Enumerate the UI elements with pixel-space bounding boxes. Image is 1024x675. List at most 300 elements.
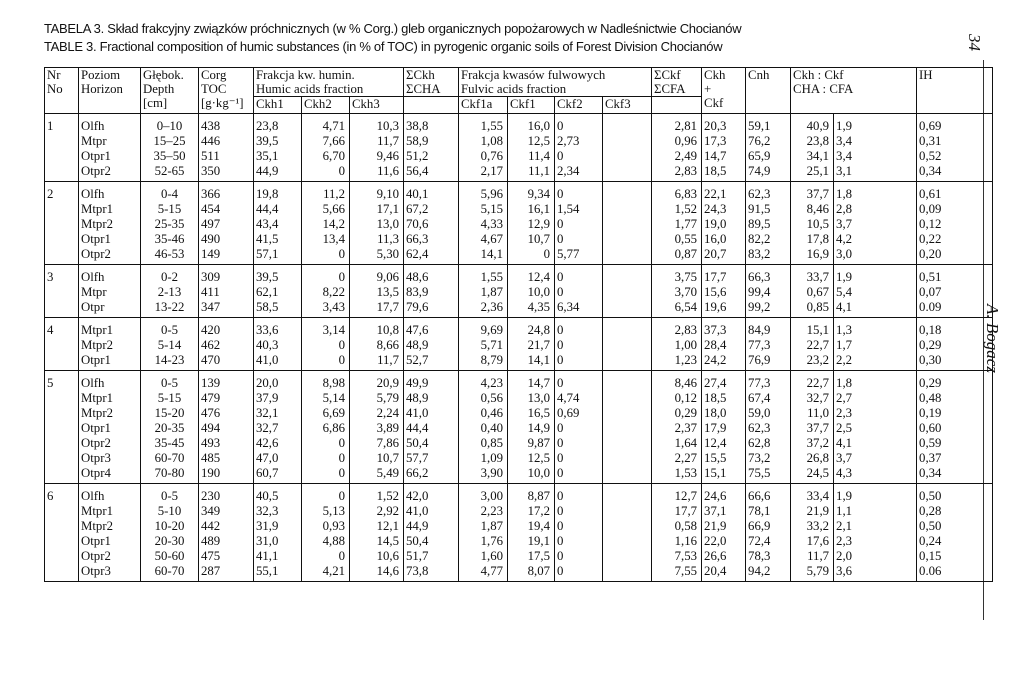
table-cell: 0,87 bbox=[652, 247, 702, 265]
table-cell: 0 bbox=[302, 164, 350, 182]
humic-fractions-table bbox=[44, 67, 993, 582]
profile-number-cell: 1 bbox=[45, 114, 79, 135]
table-cell: 23,8 bbox=[791, 134, 834, 149]
table-cell bbox=[603, 232, 652, 247]
table-cell: 28,4 bbox=[702, 338, 746, 353]
table-cell: 309 bbox=[199, 265, 254, 286]
table-cell: 62,1 bbox=[254, 285, 302, 300]
table-cell: 70,6 bbox=[404, 217, 459, 232]
table-cell: 39,5 bbox=[254, 265, 302, 286]
table-cell: 0 bbox=[555, 436, 603, 451]
table-cell: 0,20 bbox=[917, 247, 993, 265]
table-cell: Mtpr1 bbox=[79, 391, 141, 406]
table-cell: 62,4 bbox=[404, 247, 459, 265]
table-cell: 6,69 bbox=[302, 406, 350, 421]
table-cell: 470 bbox=[199, 353, 254, 371]
table-cell: 5,71 bbox=[459, 338, 508, 353]
profile-number-cell bbox=[45, 391, 79, 406]
table-cell: 22,7 bbox=[791, 371, 834, 392]
table-cell: 0,29 bbox=[917, 371, 993, 392]
table-cell: Otpr3 bbox=[79, 564, 141, 582]
table-cell: 21,7 bbox=[508, 338, 555, 353]
table-row bbox=[45, 149, 993, 164]
table-row bbox=[45, 406, 993, 421]
table-cell: 0,76 bbox=[459, 149, 508, 164]
table-cell: 24,3 bbox=[702, 202, 746, 217]
table-cell: 11,0 bbox=[791, 406, 834, 421]
table-cell: 0 bbox=[555, 285, 603, 300]
table-cell: 13,0 bbox=[508, 391, 555, 406]
table-cell: 454 bbox=[199, 202, 254, 217]
table-cell: 42,0 bbox=[404, 484, 459, 505]
table-cell: 8,46 bbox=[652, 371, 702, 392]
header-ckh3: Ckh3 bbox=[350, 97, 404, 114]
table-cell: 347 bbox=[199, 300, 254, 318]
header-nr: Nr No bbox=[45, 68, 79, 114]
table-cell: 4,23 bbox=[459, 371, 508, 392]
table-cell: 94,2 bbox=[746, 564, 791, 582]
table-cell: 13,0 bbox=[350, 217, 404, 232]
table-cell: 1,7 bbox=[834, 338, 917, 353]
table-cell: Olfh bbox=[79, 265, 141, 286]
table-cell: 38,8 bbox=[404, 114, 459, 135]
table-cell: 476 bbox=[199, 406, 254, 421]
table-cell: 76,2 bbox=[746, 134, 791, 149]
table-cell: 8,98 bbox=[302, 371, 350, 392]
table-cell bbox=[603, 247, 652, 265]
table-cell: 24,8 bbox=[508, 318, 555, 339]
table-cell: 76,9 bbox=[746, 353, 791, 371]
header-ckf1a: Ckf1a bbox=[459, 97, 508, 114]
header-toc: Corg TOC [g·kg⁻¹] bbox=[199, 68, 254, 114]
header-horizon: Poziom Horizon bbox=[79, 68, 141, 114]
table-cell: 73,8 bbox=[404, 564, 459, 582]
table-cell: 2,5 bbox=[834, 421, 917, 436]
table-cell: 0,12 bbox=[652, 391, 702, 406]
table-cell: Mtpr1 bbox=[79, 318, 141, 339]
table-cell: 479 bbox=[199, 391, 254, 406]
table-cell: 17,1 bbox=[350, 202, 404, 217]
table-cell: 17,8 bbox=[791, 232, 834, 247]
table-cell: 17,2 bbox=[508, 504, 555, 519]
table-cell: 1,54 bbox=[555, 202, 603, 217]
table-cell: 58,9 bbox=[404, 134, 459, 149]
table-cell: 40,1 bbox=[404, 182, 459, 203]
table-cell: 22,7 bbox=[791, 338, 834, 353]
caption-polish: TABELA 3. Skład frakcyjny związków próchnicznych (w % Corg.) gleb organicznych popożarowych w Nadleśnictwie Chocianów bbox=[44, 21, 742, 36]
table-body bbox=[45, 114, 993, 582]
table-cell: 77,3 bbox=[746, 371, 791, 392]
table-cell: 1,53 bbox=[652, 466, 702, 484]
table-cell bbox=[603, 391, 652, 406]
table-cell: 27,4 bbox=[702, 371, 746, 392]
header-ckh1: Ckh1 bbox=[254, 97, 302, 114]
table-cell bbox=[603, 149, 652, 164]
table-cell: Otpr4 bbox=[79, 466, 141, 484]
table-cell: 33,6 bbox=[254, 318, 302, 339]
profile-number-cell: 5 bbox=[45, 371, 79, 392]
table-cell: 4,2 bbox=[834, 232, 917, 247]
table-cell: 0 bbox=[555, 353, 603, 371]
table-cell: 51,7 bbox=[404, 549, 459, 564]
table-cell: Otpr2 bbox=[79, 247, 141, 265]
table-cell: 32,7 bbox=[791, 391, 834, 406]
table-cell: 15-20 bbox=[141, 406, 199, 421]
profile-number-cell bbox=[45, 466, 79, 484]
table-row bbox=[45, 134, 993, 149]
table-row bbox=[45, 285, 993, 300]
table-cell: 23,2 bbox=[791, 353, 834, 371]
table-cell bbox=[603, 265, 652, 286]
table-row bbox=[45, 436, 993, 451]
table-cell: 10-20 bbox=[141, 519, 199, 534]
header-sum-cha: ΣCkh ΣCHA bbox=[404, 68, 459, 97]
table-cell: 1,3 bbox=[834, 318, 917, 339]
table-cell: 0 bbox=[555, 232, 603, 247]
table-cell: 11,2 bbox=[302, 182, 350, 203]
table-cell: 14,2 bbox=[302, 217, 350, 232]
table-cell: 0,55 bbox=[652, 232, 702, 247]
table-cell: 0 bbox=[555, 519, 603, 534]
table-cell: 1,09 bbox=[459, 451, 508, 466]
table-cell: 411 bbox=[199, 285, 254, 300]
table-cell: 73,2 bbox=[746, 451, 791, 466]
table-cell: 14,5 bbox=[350, 534, 404, 549]
table-cell: 0,50 bbox=[917, 519, 993, 534]
table-cell: 20,0 bbox=[254, 371, 302, 392]
table-cell: 48,9 bbox=[404, 338, 459, 353]
table-cell: 438 bbox=[199, 114, 254, 135]
table-cell: 3,14 bbox=[302, 318, 350, 339]
table-cell bbox=[603, 182, 652, 203]
table-cell bbox=[603, 421, 652, 436]
profile-number-cell bbox=[45, 406, 79, 421]
table-cell: 0-4 bbox=[141, 182, 199, 203]
table-cell: 1,55 bbox=[459, 114, 508, 135]
table-cell: Mtpr2 bbox=[79, 338, 141, 353]
table-row bbox=[45, 338, 993, 353]
table-cell: 62,3 bbox=[746, 182, 791, 203]
table-cell: 0,60 bbox=[917, 421, 993, 436]
table-cell bbox=[603, 371, 652, 392]
table-cell: 1,64 bbox=[652, 436, 702, 451]
table-cell: 20,3 bbox=[702, 114, 746, 135]
profile-number-cell bbox=[45, 549, 79, 564]
table-cell: 39,5 bbox=[254, 134, 302, 149]
table-cell: 26,6 bbox=[702, 549, 746, 564]
table-cell: 0-5 bbox=[141, 484, 199, 505]
header-ckf1: Ckf1 bbox=[508, 97, 555, 114]
profile-number-cell bbox=[45, 519, 79, 534]
table-cell: 66,2 bbox=[404, 466, 459, 484]
table-cell: 0 bbox=[302, 549, 350, 564]
table-cell: 14,1 bbox=[508, 353, 555, 371]
table-cell: 6,54 bbox=[652, 300, 702, 318]
table-cell: 13,4 bbox=[302, 232, 350, 247]
table-cell: 493 bbox=[199, 436, 254, 451]
table-cell: 0-2 bbox=[141, 265, 199, 286]
table-cell: 24,2 bbox=[702, 353, 746, 371]
table-cell: 52,7 bbox=[404, 353, 459, 371]
table-cell: 489 bbox=[199, 534, 254, 549]
table-cell: 10,7 bbox=[508, 232, 555, 247]
table-cell: 15–25 bbox=[141, 134, 199, 149]
table-cell: 47,6 bbox=[404, 318, 459, 339]
table-cell: 2,17 bbox=[459, 164, 508, 182]
table-cell: 14,1 bbox=[459, 247, 508, 265]
table-cell: 31,0 bbox=[254, 534, 302, 549]
table-cell: 0 bbox=[555, 564, 603, 582]
table-cell: 366 bbox=[199, 182, 254, 203]
table-cell: 8,22 bbox=[302, 285, 350, 300]
table-cell: 0,96 bbox=[652, 134, 702, 149]
table-cell: 89,5 bbox=[746, 217, 791, 232]
table-cell: 0 bbox=[555, 114, 603, 135]
table-cell: 0,28 bbox=[917, 504, 993, 519]
profile-number-cell: 3 bbox=[45, 265, 79, 286]
table-cell: 13,5 bbox=[350, 285, 404, 300]
table-cell: 5,79 bbox=[791, 564, 834, 582]
table-row bbox=[45, 391, 993, 406]
table-cell: 0.09 bbox=[917, 300, 993, 318]
table-cell: 2,36 bbox=[459, 300, 508, 318]
table-cell: 1,8 bbox=[834, 371, 917, 392]
table-cell: 67,2 bbox=[404, 202, 459, 217]
table-cell: 0.06 bbox=[917, 564, 993, 582]
table-cell: 16,9 bbox=[791, 247, 834, 265]
table-cell: 55,1 bbox=[254, 564, 302, 582]
table-cell: 14,6 bbox=[350, 564, 404, 582]
table-row bbox=[45, 484, 993, 505]
table-cell: 37,1 bbox=[702, 504, 746, 519]
table-cell: 22,1 bbox=[702, 182, 746, 203]
table-cell: 446 bbox=[199, 134, 254, 149]
table-cell: 58,5 bbox=[254, 300, 302, 318]
table-cell bbox=[603, 114, 652, 135]
table-cell: 51,2 bbox=[404, 149, 459, 164]
table-cell: 6,70 bbox=[302, 149, 350, 164]
header-ckf2: Ckf2 bbox=[555, 97, 603, 114]
table-cell: Mtpr2 bbox=[79, 217, 141, 232]
table-cell: 462 bbox=[199, 338, 254, 353]
table-cell: 0 bbox=[555, 318, 603, 339]
table-cell: Mtpr bbox=[79, 285, 141, 300]
table-cell: 5-14 bbox=[141, 338, 199, 353]
table-cell: 35-46 bbox=[141, 232, 199, 247]
table-cell: 62,8 bbox=[746, 436, 791, 451]
profile-number-cell bbox=[45, 564, 79, 582]
table-cell: 48,6 bbox=[404, 265, 459, 286]
table-cell: 16,0 bbox=[702, 232, 746, 247]
table-cell: 75,5 bbox=[746, 466, 791, 484]
table-cell: 0,69 bbox=[555, 406, 603, 421]
table-cell: 4,1 bbox=[834, 300, 917, 318]
table-cell: 0 bbox=[555, 338, 603, 353]
table-cell: 3,00 bbox=[459, 484, 508, 505]
table-cell: 2-13 bbox=[141, 285, 199, 300]
table-cell: Otpr bbox=[79, 300, 141, 318]
table-cell: 17,3 bbox=[702, 134, 746, 149]
header-sum-cfa: ΣCkf ΣCFA bbox=[652, 68, 702, 97]
table-cell: 12,4 bbox=[508, 265, 555, 286]
table-cell: 17,7 bbox=[652, 504, 702, 519]
table-cell: 60,7 bbox=[254, 466, 302, 484]
table-cell: 66,3 bbox=[746, 265, 791, 286]
table-cell: 21,9 bbox=[791, 504, 834, 519]
header-cnh: Cnh bbox=[746, 68, 791, 114]
table-cell: 44,9 bbox=[254, 164, 302, 182]
table-cell: 44,4 bbox=[254, 202, 302, 217]
table-cell: 79,6 bbox=[404, 300, 459, 318]
table-cell: 0 bbox=[555, 451, 603, 466]
table-cell bbox=[603, 164, 652, 182]
profile-number-cell bbox=[45, 247, 79, 265]
table-cell: 48,9 bbox=[404, 391, 459, 406]
table-row bbox=[45, 232, 993, 247]
table-cell: 15,5 bbox=[702, 451, 746, 466]
table-cell: 33,4 bbox=[791, 484, 834, 505]
table-row bbox=[45, 451, 993, 466]
table-cell: 1,60 bbox=[459, 549, 508, 564]
table-cell: 0 bbox=[555, 421, 603, 436]
table-cell: 3,4 bbox=[834, 134, 917, 149]
table-row bbox=[45, 353, 993, 371]
table-cell: 0,30 bbox=[917, 353, 993, 371]
table-cell: 0 bbox=[555, 549, 603, 564]
table-cell: 1,9 bbox=[834, 265, 917, 286]
table-cell: 35,1 bbox=[254, 149, 302, 164]
table-cell bbox=[603, 217, 652, 232]
profile-number-cell: 6 bbox=[45, 484, 79, 505]
table-cell: 0-5 bbox=[141, 318, 199, 339]
profile-number-cell: 2 bbox=[45, 182, 79, 203]
table-cell: 497 bbox=[199, 217, 254, 232]
table-cell: Otpr2 bbox=[79, 436, 141, 451]
table-cell: 4,35 bbox=[508, 300, 555, 318]
table-cell: 6,34 bbox=[555, 300, 603, 318]
table-cell: 1,9 bbox=[834, 114, 917, 135]
table-cell: 6,86 bbox=[302, 421, 350, 436]
table-cell: 23,8 bbox=[254, 114, 302, 135]
table-cell: 25,1 bbox=[791, 164, 834, 182]
table-cell: 12,4 bbox=[702, 436, 746, 451]
table-cell: 41,5 bbox=[254, 232, 302, 247]
table-cell: 349 bbox=[199, 504, 254, 519]
table-cell: 3,0 bbox=[834, 247, 917, 265]
table-cell: 78,1 bbox=[746, 504, 791, 519]
table-cell: 17,6 bbox=[791, 534, 834, 549]
table-cell: 14-23 bbox=[141, 353, 199, 371]
table-cell bbox=[603, 353, 652, 371]
table-cell: Otpr1 bbox=[79, 353, 141, 371]
profile-number-cell bbox=[45, 232, 79, 247]
table-cell: 0,51 bbox=[917, 265, 993, 286]
table-cell: 41,0 bbox=[404, 504, 459, 519]
profile-number-cell bbox=[45, 534, 79, 549]
table-cell: 22,0 bbox=[702, 534, 746, 549]
table-cell: 4,74 bbox=[555, 391, 603, 406]
table-cell: 11,1 bbox=[508, 164, 555, 182]
table-cell: 2,83 bbox=[652, 318, 702, 339]
table-cell: 50-60 bbox=[141, 549, 199, 564]
header-sum-cfa-blank bbox=[652, 97, 702, 114]
table-cell: 0,29 bbox=[917, 338, 993, 353]
table-cell bbox=[603, 519, 652, 534]
table-cell: 0,48 bbox=[917, 391, 993, 406]
table-row bbox=[45, 504, 993, 519]
table-row bbox=[45, 265, 993, 286]
table-cell: 10,0 bbox=[508, 466, 555, 484]
table-cell bbox=[603, 134, 652, 149]
table-cell: 2,27 bbox=[652, 451, 702, 466]
table-cell: 1,55 bbox=[459, 265, 508, 286]
table-cell: 65,9 bbox=[746, 149, 791, 164]
table-cell: 20-30 bbox=[141, 534, 199, 549]
table-cell: 72,4 bbox=[746, 534, 791, 549]
table-cell: 10,8 bbox=[350, 318, 404, 339]
table-cell: Olfh bbox=[79, 371, 141, 392]
table-cell: 18,5 bbox=[702, 391, 746, 406]
table-cell: 0,40 bbox=[459, 421, 508, 436]
table-cell: 9,06 bbox=[350, 265, 404, 286]
table-cell: 12,9 bbox=[508, 217, 555, 232]
header-humic-fraction: Frakcja kw. humin. Humic acids fraction bbox=[254, 68, 404, 97]
table-cell: 60-70 bbox=[141, 451, 199, 466]
table-cell: 56,4 bbox=[404, 164, 459, 182]
table-cell bbox=[603, 318, 652, 339]
table-row bbox=[45, 247, 993, 265]
profile-number-cell bbox=[45, 134, 79, 149]
table-cell: 82,2 bbox=[746, 232, 791, 247]
table-cell: 44,9 bbox=[404, 519, 459, 534]
table-cell: 5-15 bbox=[141, 202, 199, 217]
table-cell: 1,87 bbox=[459, 519, 508, 534]
table-cell: 12,1 bbox=[350, 519, 404, 534]
table-cell bbox=[603, 504, 652, 519]
table-cell: 4,1 bbox=[834, 436, 917, 451]
table-cell: 14,7 bbox=[508, 371, 555, 392]
table-cell: 83,2 bbox=[746, 247, 791, 265]
table-cell: 17,5 bbox=[508, 549, 555, 564]
table-cell: 0,22 bbox=[917, 232, 993, 247]
table-cell: 19,6 bbox=[702, 300, 746, 318]
table-cell: 0-5 bbox=[141, 371, 199, 392]
table-cell: 0,18 bbox=[917, 318, 993, 339]
profile-number-cell bbox=[45, 451, 79, 466]
table-cell: 66,3 bbox=[404, 232, 459, 247]
table-cell: 31,9 bbox=[254, 519, 302, 534]
table-cell: 24,6 bbox=[702, 484, 746, 505]
table-cell: 0,31 bbox=[917, 134, 993, 149]
table-cell: 18,0 bbox=[702, 406, 746, 421]
table-cell: 37,2 bbox=[791, 436, 834, 451]
table-cell: 5,15 bbox=[459, 202, 508, 217]
table-cell: 6,83 bbox=[652, 182, 702, 203]
table-cell: 32,3 bbox=[254, 504, 302, 519]
table-cell: 42,6 bbox=[254, 436, 302, 451]
table-cell: 8,87 bbox=[508, 484, 555, 505]
table-cell: 3,90 bbox=[459, 466, 508, 484]
table-cell: 17,7 bbox=[350, 300, 404, 318]
table-cell bbox=[603, 484, 652, 505]
table-row bbox=[45, 466, 993, 484]
table-cell: 4,21 bbox=[302, 564, 350, 582]
table-cell: 475 bbox=[199, 549, 254, 564]
table-cell: 8,66 bbox=[350, 338, 404, 353]
table-cell: 5,14 bbox=[302, 391, 350, 406]
table-cell: 4,3 bbox=[834, 466, 917, 484]
header-ckh-plus-ckf: Ckh + Ckf bbox=[702, 68, 746, 114]
